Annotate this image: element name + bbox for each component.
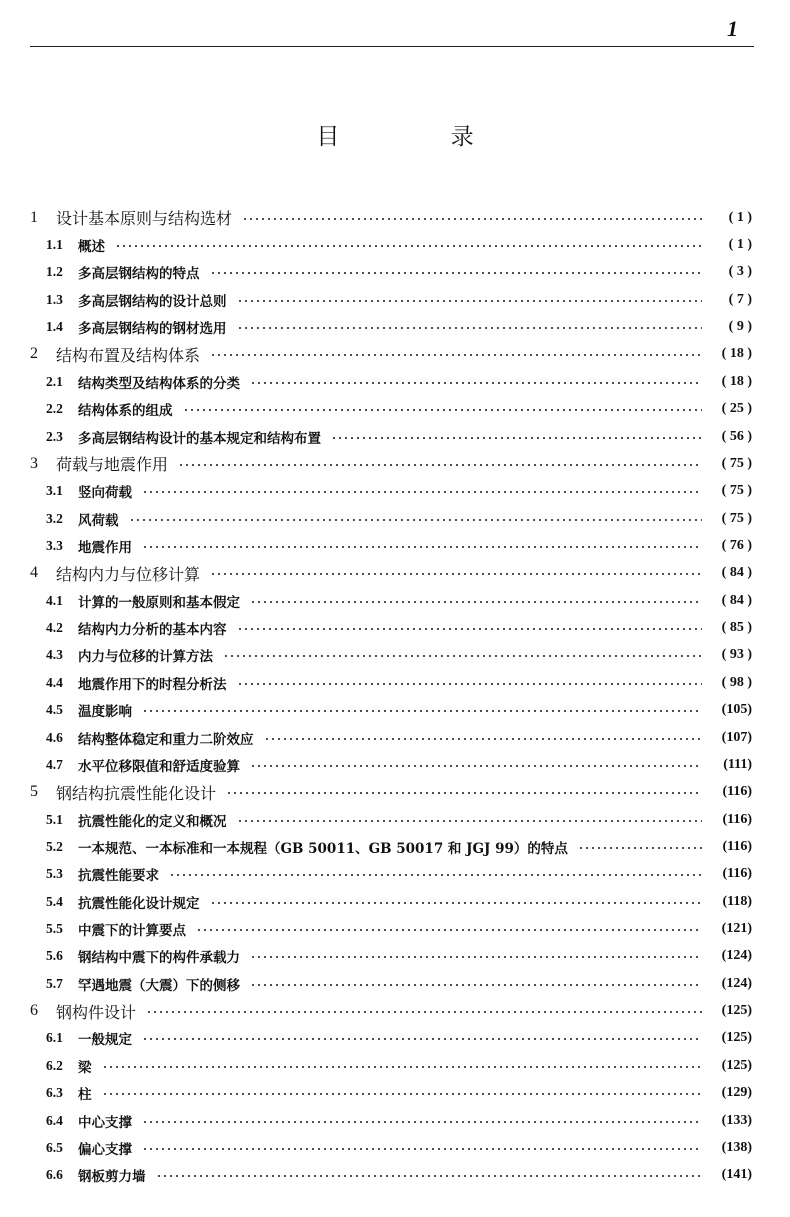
dot-leader — [142, 546, 702, 548]
entry-number: 5.4 — [46, 893, 63, 909]
entry-page: (138) — [721, 1139, 752, 1155]
dot-leader — [242, 218, 702, 220]
dot-leader — [210, 354, 702, 356]
entry-number: 4.7 — [46, 756, 63, 772]
toc-section-entry[interactable] — [30, 724, 752, 751]
toc-section-entry[interactable] — [30, 259, 752, 286]
entry-title: 中心支撑 — [78, 1114, 132, 1131]
dot-leader — [178, 464, 702, 466]
entry-number: 5.3 — [46, 866, 63, 882]
entry-page: (124) — [721, 975, 752, 991]
entry-page: ( 76 ) — [721, 537, 752, 553]
entry-title: 中震下的计算要点 — [78, 923, 186, 940]
toc-chapter-entry[interactable] — [30, 450, 752, 477]
toc-section-entry[interactable] — [30, 888, 752, 915]
toc-section-entry[interactable] — [30, 943, 752, 970]
entry-title: 多高层钢结构设计的基本规定和结构布置 — [78, 430, 321, 447]
entry-title: 钢结构抗震性能化设计 — [56, 783, 217, 803]
table-of-contents — [30, 204, 752, 1189]
entry-page: ( 1 ) — [728, 237, 752, 253]
dot-leader — [156, 1175, 703, 1177]
entry-number: 4.2 — [46, 620, 63, 636]
entry-number: 2.3 — [46, 428, 63, 444]
entry-number: 3 — [30, 454, 38, 472]
dot-leader — [142, 491, 702, 493]
entry-title: 偏心支撑 — [78, 1141, 132, 1158]
entry-page: (125) — [721, 1030, 752, 1046]
dot-leader — [102, 1066, 703, 1068]
dot-leader — [142, 1121, 702, 1123]
dot-leader — [237, 683, 703, 685]
entry-title: 钢板剪力墙 — [78, 1169, 146, 1186]
dot-leader — [250, 601, 702, 603]
entry-page: (118) — [722, 893, 752, 909]
entry-number: 4.3 — [46, 647, 63, 663]
entry-number: 5.6 — [46, 948, 63, 964]
toc-chapter-entry[interactable] — [30, 560, 752, 587]
entry-page: ( 9 ) — [728, 319, 752, 335]
entry-number: 5.5 — [46, 921, 63, 937]
toc-section-entry[interactable] — [30, 696, 752, 723]
entry-page: ( 18 ) — [721, 346, 752, 362]
entry-title: 地震作用 — [78, 539, 132, 556]
entry-title: 计算的一般原则和基本假定 — [78, 594, 240, 611]
dot-leader — [210, 272, 703, 274]
dot-leader — [169, 874, 702, 876]
toc-section-entry[interactable] — [30, 806, 752, 833]
header-rule — [30, 46, 754, 47]
entry-page: (111) — [723, 756, 752, 772]
dot-leader — [142, 710, 702, 712]
entry-number: 1.3 — [46, 291, 63, 307]
dot-leader — [250, 984, 702, 986]
toc-section-entry[interactable] — [30, 286, 752, 313]
toc-chapter-entry[interactable] — [30, 341, 752, 368]
entry-title: 设计基本原则与结构选材 — [56, 209, 233, 229]
toc-section-entry[interactable] — [30, 1107, 752, 1134]
dot-leader — [146, 1011, 702, 1013]
entry-number: 6.5 — [46, 1139, 63, 1155]
entry-page: ( 98 ) — [721, 674, 752, 690]
entry-title: 荷载与地震作用 — [56, 455, 169, 475]
toc-section-entry[interactable] — [30, 1134, 752, 1161]
entry-page: (116) — [722, 866, 752, 882]
page-title: 目 录 — [316, 124, 526, 150]
entry-number: 4 — [30, 564, 38, 582]
dot-leader — [129, 519, 703, 521]
toc-section-entry[interactable] — [30, 505, 752, 532]
entry-page: ( 93 ) — [721, 647, 752, 663]
entry-page: ( 84 ) — [721, 592, 752, 608]
dot-leader — [183, 409, 703, 411]
entry-title: 梁 — [78, 1059, 92, 1076]
entry-title: 罕遇地震（大震）下的侧移 — [78, 977, 240, 994]
entry-title: 结构布置及结构体系 — [56, 345, 201, 365]
toc-section-entry[interactable] — [30, 423, 752, 450]
toc-section-entry[interactable] — [30, 915, 752, 942]
toc-chapter-entry[interactable] — [30, 204, 752, 231]
entry-title: 竖向荷载 — [78, 485, 132, 502]
entry-number: 2.1 — [46, 373, 63, 389]
entry-title: 钢构件设计 — [56, 1002, 137, 1022]
toc-section-entry[interactable] — [30, 642, 752, 669]
entry-title: 结构体系的组成 — [78, 403, 173, 420]
entry-page: ( 84 ) — [721, 565, 752, 581]
entry-title: 内力与位移的计算方法 — [78, 649, 213, 666]
toc-section-entry[interactable] — [30, 1052, 752, 1079]
toc-section-entry[interactable] — [30, 532, 752, 559]
toc-section-entry[interactable] — [30, 970, 752, 997]
entry-number: 5.7 — [46, 975, 63, 991]
entry-number: 2 — [30, 345, 38, 363]
dot-leader — [102, 1093, 703, 1095]
entry-number: 4.1 — [46, 592, 63, 608]
entry-title: 抗震性能要求 — [78, 868, 159, 885]
entry-page: ( 3 ) — [728, 264, 752, 280]
entry-title: 一本规范、一本标准和一本规程（GB 50011、GB 50017 和 JGJ 99）的特点 — [78, 840, 568, 857]
entry-number: 6.4 — [46, 1112, 63, 1128]
entry-page: (125) — [721, 1003, 752, 1019]
entry-page: ( 1 ) — [728, 209, 752, 225]
entry-title: 一般规定 — [78, 1032, 132, 1049]
entry-number: 6.3 — [46, 1085, 63, 1101]
entry-title: 地震作用下的时程分析法 — [78, 676, 227, 693]
toc-section-entry[interactable] — [30, 614, 752, 641]
toc-section-entry[interactable] — [30, 1080, 752, 1107]
toc-section-entry[interactable] — [30, 478, 752, 505]
entry-title: 钢结构中震下的构件承载力 — [78, 950, 240, 967]
entry-number: 2.2 — [46, 401, 63, 417]
dot-leader — [578, 847, 702, 849]
dot-leader — [237, 327, 703, 329]
dot-leader — [331, 437, 702, 439]
dot-leader — [142, 1148, 702, 1150]
entry-number: 3.1 — [46, 483, 63, 499]
toc-chapter-entry[interactable] — [30, 997, 752, 1024]
dot-leader — [250, 765, 702, 767]
entry-title: 风荷载 — [78, 512, 119, 529]
entry-number: 4.4 — [46, 674, 63, 690]
entry-page: (141) — [721, 1167, 752, 1183]
dot-leader — [210, 902, 703, 904]
dot-leader — [250, 956, 702, 958]
entry-page: ( 75 ) — [721, 510, 752, 526]
entry-title: 多高层钢结构的特点 — [78, 266, 200, 283]
entry-page: ( 7 ) — [728, 291, 752, 307]
dot-leader — [264, 738, 703, 740]
entry-number: 3.2 — [46, 510, 63, 526]
dot-leader — [250, 382, 702, 384]
toc-section-entry[interactable] — [30, 833, 752, 860]
entry-page: (133) — [721, 1112, 752, 1128]
entry-title: 结构整体稳定和重力二阶效应 — [78, 731, 254, 748]
entry-page: ( 25 ) — [721, 401, 752, 417]
toc-section-entry[interactable] — [30, 1162, 752, 1189]
entry-title: 抗震性能化设计规定 — [78, 895, 200, 912]
entry-page: ( 75 ) — [721, 455, 752, 471]
entry-number: 3.3 — [46, 537, 63, 553]
entry-page: (129) — [721, 1085, 752, 1101]
page-number: 1 — [727, 16, 738, 41]
toc-section-entry[interactable] — [30, 231, 752, 258]
dot-leader — [115, 245, 702, 247]
entry-page: (124) — [721, 948, 752, 964]
entry-page: (116) — [722, 838, 752, 854]
toc-section-entry[interactable] — [30, 368, 752, 395]
entry-page: ( 85 ) — [721, 620, 752, 636]
toc-section-entry[interactable] — [30, 1025, 752, 1052]
entry-number: 1.4 — [46, 319, 63, 335]
toc-section-entry[interactable] — [30, 861, 752, 888]
entry-page: ( 18 ) — [721, 373, 752, 389]
entry-title: 多高层钢结构的钢材选用 — [78, 321, 227, 338]
dot-leader — [223, 655, 702, 657]
entry-page: (116) — [722, 784, 752, 800]
dot-leader — [237, 300, 703, 302]
dot-leader — [210, 573, 702, 575]
entry-title: 水平位移限值和舒适度验算 — [78, 758, 240, 775]
entry-number: 6.6 — [46, 1167, 63, 1183]
entry-number: 1 — [30, 208, 38, 226]
entry-page: ( 56 ) — [721, 428, 752, 444]
entry-number: 4.6 — [46, 729, 63, 745]
entry-number: 5.2 — [46, 838, 63, 854]
entry-title: 柱 — [78, 1087, 92, 1104]
entry-title: 结构内力与位移计算 — [56, 564, 201, 584]
entry-page: (105) — [721, 702, 752, 718]
entry-page: (121) — [721, 921, 752, 937]
entry-title: 温度影响 — [78, 704, 132, 721]
toc-section-entry[interactable] — [30, 396, 752, 423]
entry-page: (125) — [721, 1057, 752, 1073]
entry-page: (116) — [722, 811, 752, 827]
dot-leader — [237, 820, 703, 822]
entry-number: 6 — [30, 1002, 38, 1020]
entry-number: 6.2 — [46, 1057, 63, 1073]
entry-title: 多高层钢结构的设计总则 — [78, 293, 227, 310]
entry-number: 1.2 — [46, 264, 63, 280]
toc-section-entry[interactable] — [30, 587, 752, 614]
entry-number: 6.1 — [46, 1030, 63, 1046]
entry-title: 结构类型及结构体系的分类 — [78, 375, 240, 392]
toc-chapter-entry[interactable] — [30, 779, 752, 806]
entry-number: 1.1 — [46, 237, 63, 253]
dot-leader — [196, 929, 702, 931]
dot-leader — [226, 792, 702, 794]
entry-title: 概述 — [78, 239, 105, 256]
dot-leader — [237, 628, 703, 630]
entry-title: 结构内力分析的基本内容 — [78, 622, 227, 639]
entry-number: 5.1 — [46, 811, 63, 827]
entry-title: 抗震性能化的定义和概况 — [78, 813, 227, 830]
entry-page: (107) — [721, 729, 752, 745]
toc-section-entry[interactable] — [30, 751, 752, 778]
entry-number: 4.5 — [46, 702, 63, 718]
toc-section-entry[interactable] — [30, 313, 752, 340]
toc-section-entry[interactable] — [30, 669, 752, 696]
dot-leader — [142, 1038, 702, 1040]
entry-number: 5 — [30, 783, 38, 801]
entry-page: ( 75 ) — [721, 483, 752, 499]
